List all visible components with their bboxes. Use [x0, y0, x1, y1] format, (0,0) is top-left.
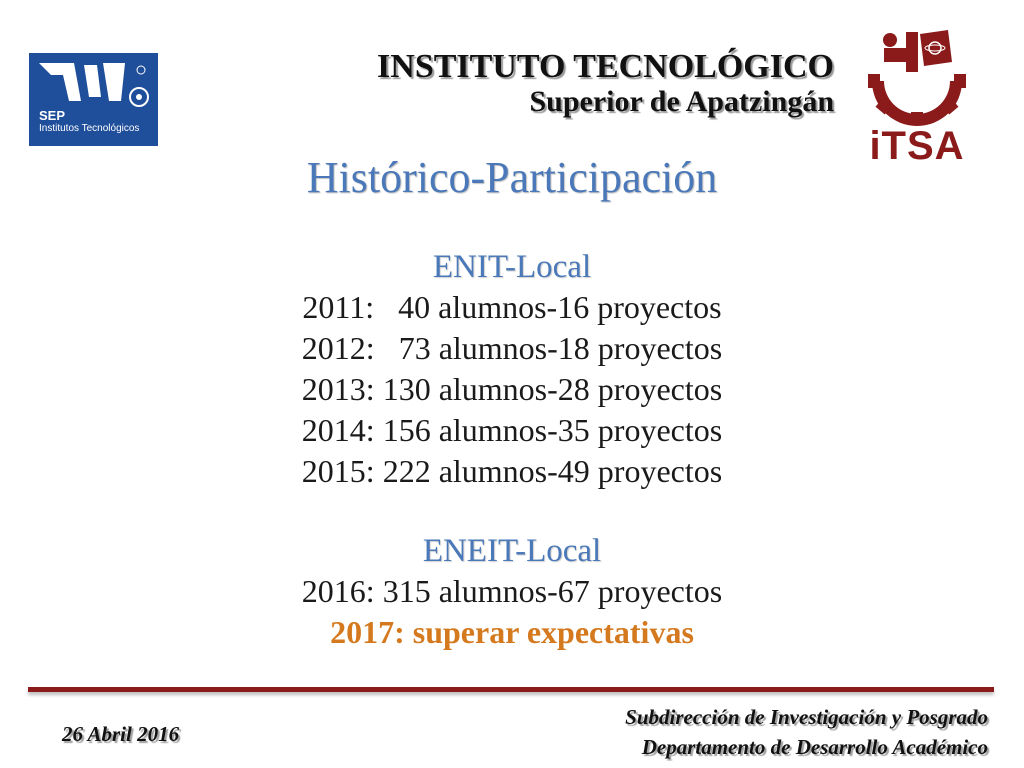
section-heading-eneit: ENEIT-Local [422, 533, 602, 569]
sep-subtitle: Institutos Tecnológicos [39, 123, 140, 134]
footer-divider [28, 687, 994, 692]
footer-date: 26 Abril 2016 [62, 722, 180, 746]
list-item: 2012: 73 alumnos-18 proyectos [301, 330, 723, 366]
gear-book-emblem-icon [862, 26, 972, 126]
section-heading-enit: ENIT-Local [432, 249, 592, 285]
list-item: 2015: 222 alumnos-49 proyectos [301, 453, 723, 489]
list-item: 2011: 40 alumnos-16 proyectos [302, 289, 722, 325]
section-spacer [0, 492, 1024, 531]
list-item: 2014: 156 alumnos-35 proyectos [301, 412, 723, 448]
institution-title [377, 48, 834, 118]
list-item: 2013: 130 alumnos-28 proyectos [301, 371, 723, 407]
itsa-wordmark: iTSA [869, 124, 965, 168]
list-item: 2016: 315 alumnos-67 proyectos [301, 573, 723, 609]
sep-brand: SEP [39, 108, 66, 123]
footer-line-2: Departamento de Desarrollo Académico [641, 735, 988, 759]
footer-department [625, 702, 988, 762]
sep-logo [29, 53, 158, 146]
slide-title: Histórico-Participación [306, 153, 718, 202]
institution-subname: Superior de Apatzingán [529, 85, 834, 118]
itsa-logo [862, 26, 972, 166]
goal-highlight: 2017: superar expectativas [330, 614, 694, 650]
footer-line-1: Subdirección de Investigación y Posgrado [625, 705, 988, 729]
institution-name: INSTITUTO TECNOLÓGICO [377, 48, 834, 85]
participation-history [0, 247, 1024, 653]
